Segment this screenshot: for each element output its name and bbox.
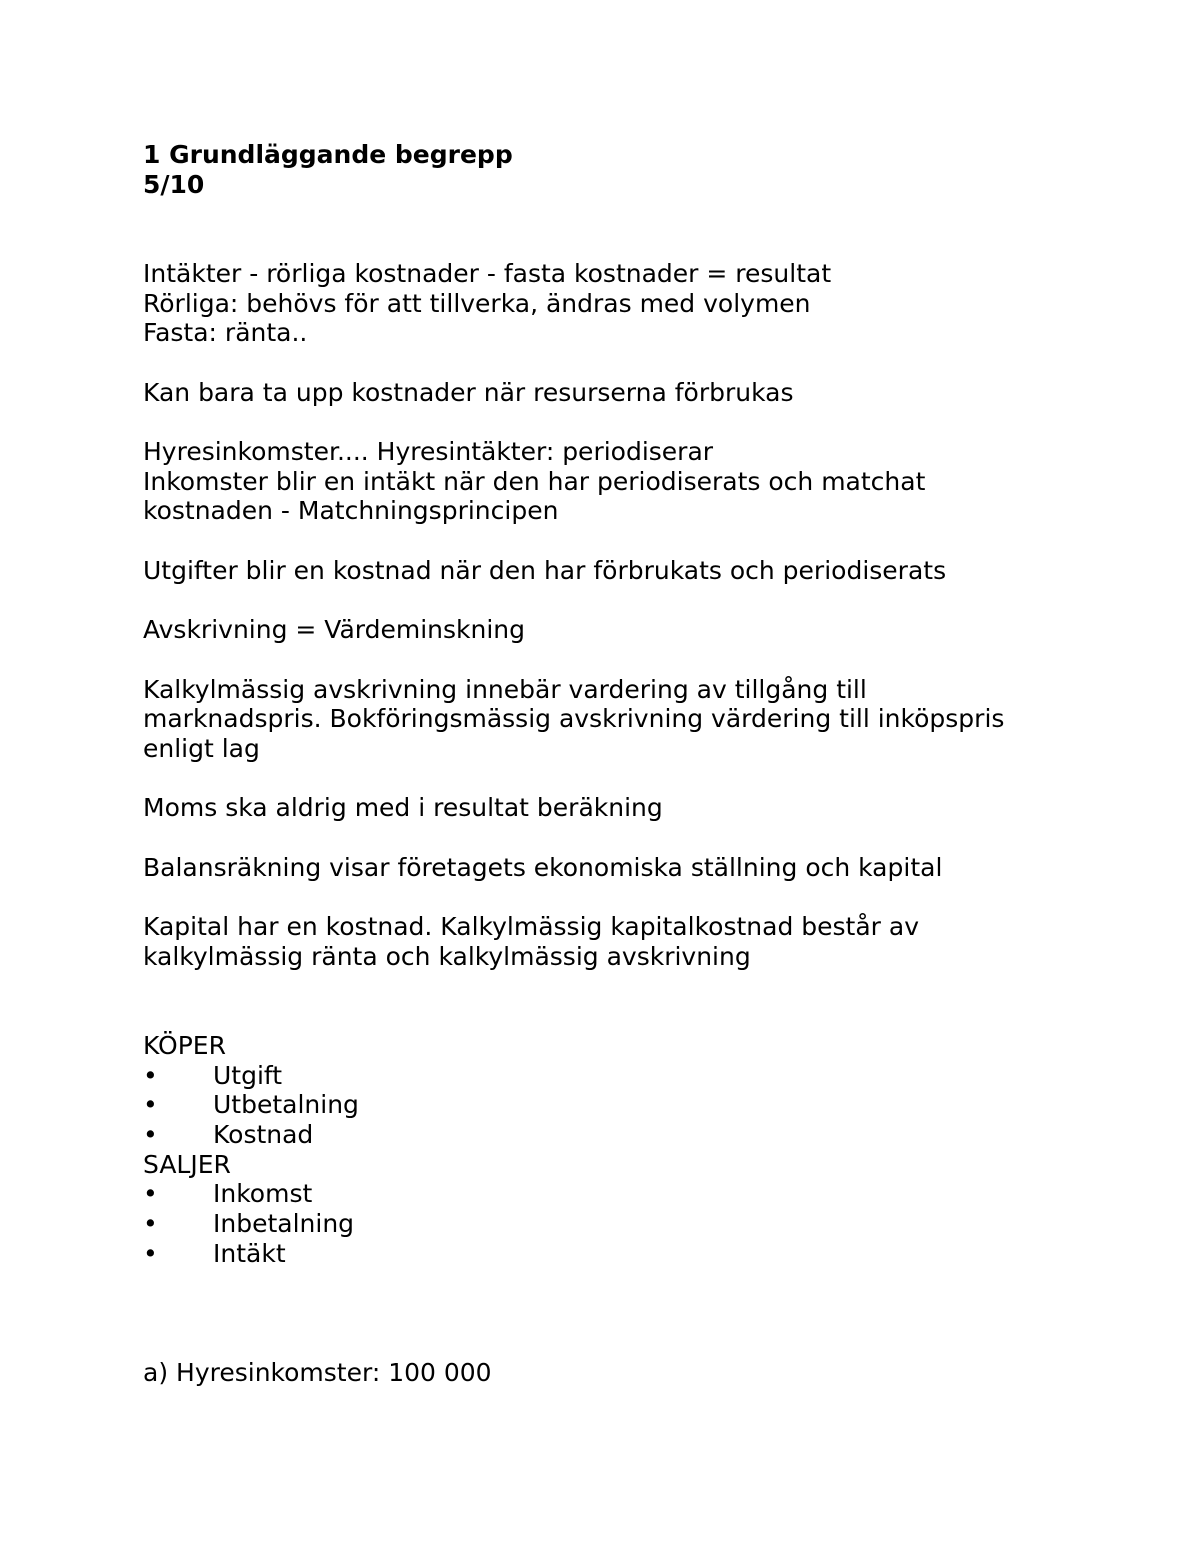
document-content bbox=[143, 140, 1083, 1387]
list-item-label: Utbetalning bbox=[213, 1090, 359, 1120]
list-item bbox=[143, 1120, 1083, 1150]
list-item-label: Intäkt bbox=[213, 1238, 286, 1268]
spacer bbox=[143, 764, 1083, 794]
spacer bbox=[143, 645, 1083, 675]
text-line: Kalkylmässig avskrivning innebär vardering av tillgång till bbox=[143, 674, 867, 704]
list-item-label: Kostnad bbox=[213, 1120, 314, 1150]
text-line: Kapital har en kostnad. Kalkylmässig kapitalkostnad består av bbox=[143, 912, 920, 942]
text-line: Avskrivning = Värdeminskning bbox=[143, 615, 526, 645]
bullet-icon: • bbox=[143, 1060, 158, 1090]
text-line: Intäkter - rörliga kostnader - fasta kostnader = resultat bbox=[143, 258, 832, 288]
text-line: Inkomster blir en intäkt när den har periodiserats och matchat bbox=[143, 466, 926, 496]
spacer bbox=[143, 526, 1083, 556]
document-title: 1 Grundläggande begrepp bbox=[143, 140, 513, 169]
bullet-icon: • bbox=[143, 1179, 158, 1209]
spacer bbox=[143, 972, 1083, 1031]
text-line: Rörliga: behövs för att tillverka, ändras med volymen bbox=[143, 288, 811, 318]
text-line: marknadspris. Bokföringsmässig avskrivning värdering till inköpspris bbox=[143, 704, 1005, 734]
spacer bbox=[143, 407, 1083, 437]
list-item bbox=[143, 1209, 1083, 1239]
list-item bbox=[143, 1061, 1083, 1091]
list-item bbox=[143, 1239, 1083, 1269]
list-item-label: Utgift bbox=[213, 1060, 283, 1090]
list-item bbox=[143, 1179, 1083, 1209]
text-line: Kan bara ta upp kostnader när resurserna förbrukas bbox=[143, 377, 794, 407]
text-line: Hyresinkomster.... Hyresintäkter: periodiserar bbox=[143, 436, 714, 466]
buyer-label: KÖPER bbox=[143, 1030, 226, 1060]
text-line: a) Hyresinkomster: 100 000 bbox=[143, 1357, 492, 1387]
spacer bbox=[143, 585, 1083, 615]
text-line: enligt lag bbox=[143, 733, 260, 763]
bullet-icon: • bbox=[143, 1209, 158, 1239]
text-line: Utgifter blir en kostnad när den har förbrukats och periodiserats bbox=[143, 555, 947, 585]
spacer bbox=[143, 1269, 1083, 1358]
spacer bbox=[143, 199, 1083, 258]
spacer bbox=[143, 348, 1083, 378]
text-line: kostnaden - Matchningsprincipen bbox=[143, 496, 559, 526]
list-item bbox=[143, 1090, 1083, 1120]
document-date: 5/10 bbox=[143, 169, 205, 199]
bullet-icon: • bbox=[143, 1238, 158, 1268]
text-line: Fasta: ränta.. bbox=[143, 318, 308, 348]
seller-label: SALJER bbox=[143, 1149, 231, 1179]
text-line: Balansräkning visar företagets ekonomiska ställning och kapital bbox=[143, 852, 943, 882]
spacer bbox=[143, 823, 1083, 853]
list-item-label: Inbetalning bbox=[213, 1209, 355, 1239]
spacer bbox=[143, 882, 1083, 912]
bullet-icon: • bbox=[143, 1120, 158, 1150]
list-item-label: Inkomst bbox=[213, 1179, 313, 1209]
text-line: kalkylmässig ränta och kalkylmässig avskrivning bbox=[143, 941, 751, 971]
bullet-icon: • bbox=[143, 1090, 158, 1120]
text-line: Moms ska aldrig med i resultat beräkning bbox=[143, 793, 663, 823]
